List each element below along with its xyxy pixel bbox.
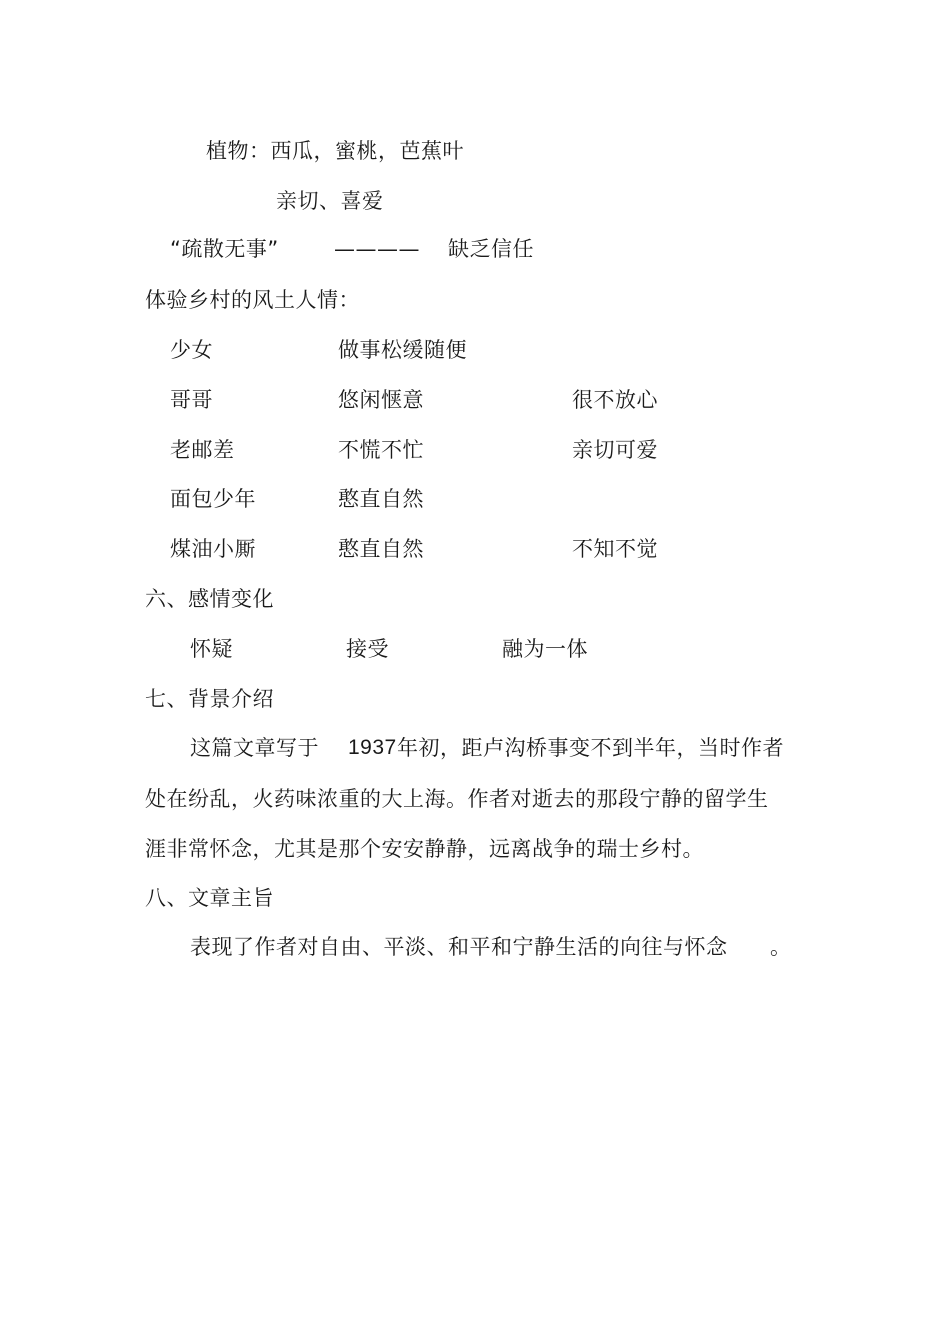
theme-text-end: 。 <box>770 935 792 959</box>
person-trait: 悠闲惬意 <box>338 388 424 412</box>
person-name: 少女 <box>170 338 213 362</box>
background-text-part: 这篇文章写于 <box>190 736 319 760</box>
person-name: 面包少年 <box>170 487 256 511</box>
person-feeling: 亲切可爱 <box>572 438 658 462</box>
person-feeling: 很不放心 <box>572 388 658 412</box>
affection-line: 亲切、喜爱 <box>276 189 384 213</box>
shusan-dash: ———— <box>334 237 420 261</box>
emotion-stage: 融为一体 <box>502 637 588 661</box>
background-year: 1937 <box>348 736 397 759</box>
person-name: 老邮差 <box>170 438 235 462</box>
emotion-stage: 怀疑 <box>190 637 233 661</box>
plants-line: 植物：西瓜，蜜桃，芭蕉叶 <box>206 139 464 163</box>
person-name: 哥哥 <box>170 388 213 412</box>
section8-heading: 八、文章主旨 <box>145 886 274 910</box>
person-name: 煤油小厮 <box>170 537 256 561</box>
shusan-result: 缺乏信任 <box>448 237 534 261</box>
emotion-stage: 接受 <box>346 637 389 661</box>
section6-heading: 六、感情变化 <box>145 587 274 611</box>
person-trait: 不慌不忙 <box>338 438 424 462</box>
theme-text: 表现了作者对自由、平淡、和平和宁静生活的向往与怀念 <box>190 935 728 959</box>
background-text-part: 年初，距卢沟桥事变不到半年，当时作者 <box>397 736 784 760</box>
person-feeling: 不知不觉 <box>572 537 658 561</box>
background-text-line: 处在纷乱，火药味浓重的大上海。作者对逝去的那段宁静的留学生 <box>145 787 769 811</box>
customs-heading: 体验乡村的风土人情： <box>145 288 360 312</box>
person-trait: 做事松缓随便 <box>338 338 467 362</box>
section7-heading: 七、背景介绍 <box>145 687 274 711</box>
person-trait: 憨直自然 <box>338 487 424 511</box>
background-text-line: 涯非常怀念，尤其是那个安安静静，远离战争的瑞士乡村。 <box>145 837 704 861</box>
shusan-quote: “疏散无事” <box>170 237 279 261</box>
person-trait: 憨直自然 <box>338 537 424 561</box>
